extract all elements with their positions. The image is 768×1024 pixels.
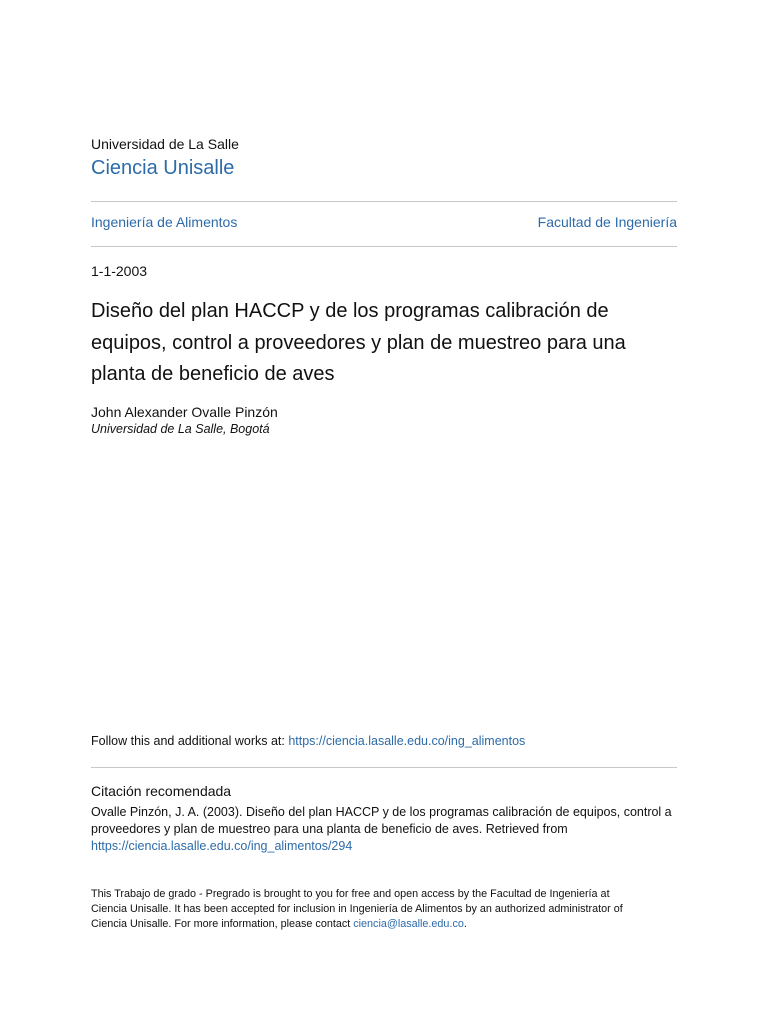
contact-email-link[interactable]: ciencia@lasalle.edu.co xyxy=(353,918,464,930)
document-title: Diseño del plan HACCP y de los programas calibración de equipos, control a proveedores y plan de muestreo para una planta de beneficio de aves xyxy=(91,300,626,385)
citation-url-link[interactable]: https://ciencia.lasalle.edu.co/ing_alimentos/294 xyxy=(91,839,353,853)
notice-period: . xyxy=(463,918,467,930)
publication-date: 1-1-2003 xyxy=(91,263,148,279)
repository-link[interactable]: Ciencia Unisalle xyxy=(91,157,235,179)
collection-nav xyxy=(91,214,677,230)
notice-line xyxy=(91,917,677,932)
collection-url-link[interactable]: https://ciencia.lasalle.edu.co/ing_alimentos xyxy=(288,734,526,748)
divider xyxy=(91,767,677,768)
author-name: John Alexander Ovalle Pinzón xyxy=(91,404,278,420)
author-affiliation: Universidad de La Salle, Bogotá xyxy=(91,422,270,436)
notice-line: This Trabajo de grado - Pregrado is brought to you for free and open access by the Facultad de Ingeniería at xyxy=(91,888,610,900)
notice-contact-text: Ciencia Unisalle. For more information, please contact xyxy=(91,918,354,930)
divider xyxy=(91,201,677,202)
faculty-link[interactable]: Facultad de Ingeniería xyxy=(537,214,677,230)
access-notice xyxy=(91,887,677,932)
citation-line: proveedores y plan de muestreo para una planta de beneficio de aves. Retrieved from xyxy=(91,822,568,836)
cover-page xyxy=(91,0,677,1024)
citation-line: Ovalle Pinzón, J. A. (2003). Diseño del plan HACCP y de los programas calibración de equipos, control a xyxy=(91,805,672,819)
notice-line: Ciencia Unisalle. It has been accepted for inclusion in Ingeniería de Alimentos by an authorized administrator of xyxy=(91,903,623,915)
institution-name: Universidad de La Salle xyxy=(91,136,239,152)
citation-heading: Citación recomendada xyxy=(91,783,232,799)
divider xyxy=(91,246,677,247)
citation-text xyxy=(91,804,677,855)
follow-text: Follow this and additional works at: xyxy=(91,734,289,748)
follow-line xyxy=(91,734,677,748)
department-link[interactable]: Ingeniería de Alimentos xyxy=(91,214,238,230)
